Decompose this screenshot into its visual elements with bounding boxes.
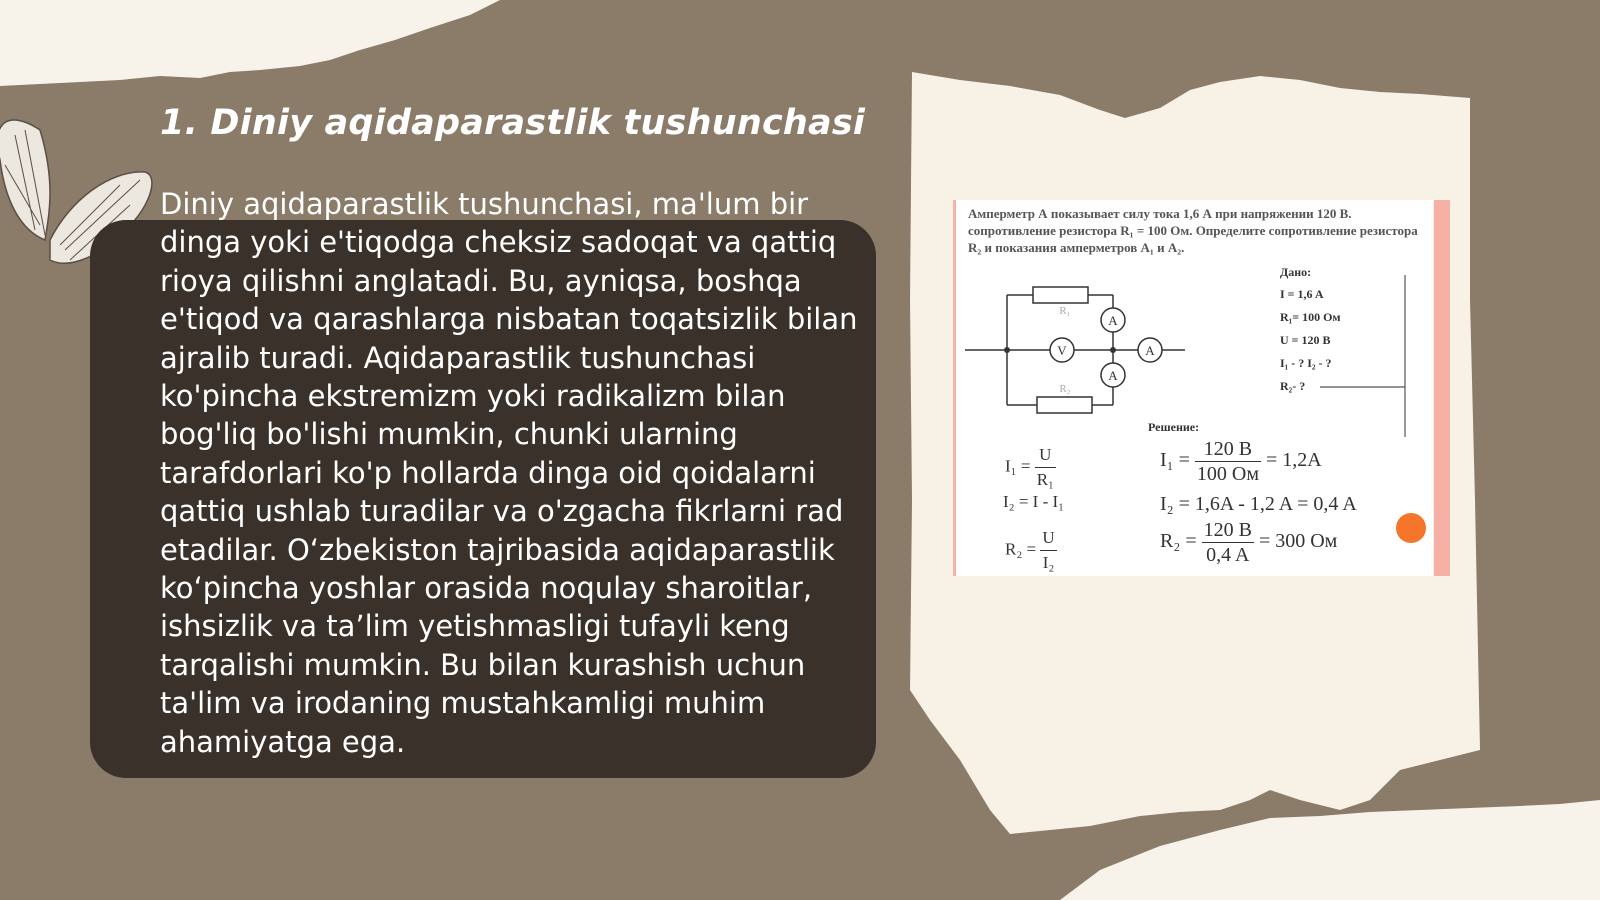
orange-dot: [1396, 513, 1426, 543]
circuit-diagram: [965, 280, 1190, 420]
given-item: I = 1,6 A: [1280, 287, 1324, 301]
voltmeter-label: V: [1057, 343, 1067, 358]
formula-i2: I₂ = I - I₁: [1003, 492, 1065, 511]
ammeter-label: A: [1145, 343, 1155, 358]
given-item: I₁ - ? I₂ - ?: [1280, 356, 1332, 370]
formula-i1: I₁ = $\frac{U}{\text{R₁}}$: [1005, 445, 1054, 489]
ammeter-label: A: [1108, 368, 1118, 383]
ammeter-label: A: [1108, 313, 1118, 328]
resistor-r1-label: R₁: [1059, 305, 1071, 317]
card-right-stripe: [1434, 200, 1450, 576]
card-left-border: [953, 200, 956, 576]
given-item: R₂- ?: [1280, 379, 1306, 393]
given-divider-lines: [1300, 275, 1410, 440]
formula-r2: R₂ = $\frac{U}{\text{I₂}}$: [1005, 528, 1055, 572]
resistor-r2-label: R₂: [1059, 383, 1071, 395]
given-item: U = 120 B: [1280, 333, 1331, 347]
result-i1: I₁ = $\frac{120 B}{100 Ом}$ = 1,2A: [1160, 438, 1322, 485]
torn-paper-top-left: [0, 0, 500, 86]
slide-body-text: Diniy aqidaparastlik tushunchasi, ma'lum bir dinga yoki e'tiqodga cheksiz sadoqat va qattiq rioya qilishni anglatadi. Bu, ayniqsa, boshqa e'tiqod va qarashlarga nisbatan toqatsizlik bilan ajralib turadi. Aqidaparastlik tushunchasi ko'pincha ekstremizm yoki radikalizm bilan bog'liq bo'lishi mumkin, chunki ularning tarafdorlari ko'p hollarda dinga oid qoidalarni qattiq ushlab turadilar va o'zgacha fikrlarni rad etadilar. O‘zbekiston tajribasida aqidaparastlik ko‘pincha yoshlar orasida noqulay sharoitlar, ishsizlik va ta’lim yetishmasligi tufayli keng tarqalishi mumkin. Bu bilan kurashish uchun ta'lim va irodaning mustahkamligi muhim ahamiyatga ega.: [160, 187, 858, 759]
resistor-r1: [1033, 287, 1088, 303]
problem-statement: Амперметр А показывает силу тока 1,6 А при напряжении 120 В. сопротивление резистора R₁ = 100 Ом. Определите сопротивление резистора R₂ и показания амперметров A₁ и A₂.: [968, 206, 1418, 255]
solution-title: Решение:: [1148, 420, 1200, 434]
result-i2: I₂ = 1,6A - 1,2 A = 0,4 A: [1160, 493, 1357, 515]
slide-title: 1. Diniy aqidaparastlik tushunchasi: [160, 103, 866, 143]
given-title: Дано:: [1280, 265, 1312, 279]
result-r2: R₂ = $\frac{120 B}{0,4 A}$ = 300 Ом: [1160, 519, 1338, 566]
resistor-r2: [1037, 397, 1092, 413]
given-item: R₁= 100 Ом: [1280, 310, 1341, 324]
